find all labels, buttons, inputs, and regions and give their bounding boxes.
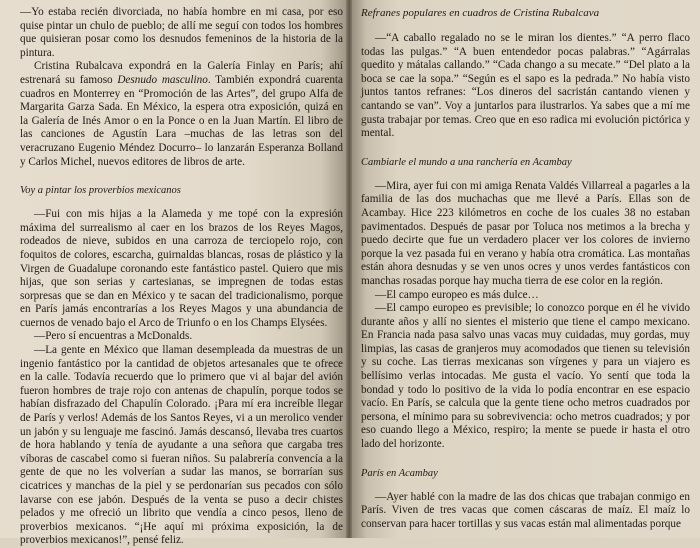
running-head: Refranes populares en cuadros de Cristina Rubalcava bbox=[361, 7, 600, 19]
paragraph: —Yo estaba recién divorciada, no había hombre en mi casa, por eso quise pintar un chulo de pueblo; de allí me seguí con todos los hombres que quisieran posar como los desnudos femeninos de la historia de la pintura. bbox=[20, 6, 343, 59]
section-title: Cambiarle el mundo a una ranchería en Acambay bbox=[361, 156, 572, 168]
paragraph: —Mira, ayer fui con mi amiga Renata Valdés Villarreal a pagarles a la familia de las dos muchachas que me llevé a París. Ellas son de Acambay. Hice 223 kilómetros en coche de los cuales 38 no estaban pavimentados. Después de pasar por Toluca nos metimos a la brecha y puedo decirte que fue un verdadero placer ver los colores de invierno porque la vez pasada fui en verano y había otra cromática. Las montañas están ahora desnudas y se ven unos ocres y unos verdes fantásticos con manchas rosadas porque hay mucha tierra de ese color en la región. bbox=[361, 179, 690, 287]
paragraph: —Pero sí encuentras a McDonalds. bbox=[34, 330, 193, 343]
section-title: Voy a pintar los proverbios mexicanos bbox=[20, 185, 181, 197]
section-title: París en Acambay bbox=[361, 467, 438, 479]
paragraph: —La gente en México que llaman desempleada da muestras de un ingenio fantástico por la cantidad de objetos artesanales que te ofrece en la calle. Todavía recuerdo que lo primero que vi al bajar del avión fueron hombres de traje rojo con antenas de chapulín, porque todos se habían disfrazado del Chapulín Colorado. ¡Para mí era increíble llegar de París y verlos! Además de los Santos Reyes, vi a un merolico vender un jabón y su lenguaje me fascinó. Jamás descansó, llevaba tres cuartos de hora hablando y tenía de ayudante a una señora que cargaba tres víboras de cascabel como si fueran niños. Su palabrería convencía a la gente de que no les volverían a sudar las manos, se borrarían sus cicatrices y manchas de la piel y se perdonarían sus pecados con sólo lavarse con ese jabón. Después de la venta se puso a decir chistes pelados y me ofreció un librito que vendía a cinco pesos, lleno de proverbios mexicanos. “¡He aquí mi próxima exposición, la de proverbios mexicanos!”, pensé feliz. bbox=[20, 344, 343, 547]
paragraph-text: Cristina Rubalcava expondrá en la Galería Finlay en París; ahí estrenará su famoso bbox=[20, 60, 343, 86]
left-page bbox=[0, 0, 349, 547]
paragraph: —El campo europeo es previsible; lo conozco porque en él he vivido durante años y allí no sientes el misterio que tiene el campo mexicano. En Francia nada pasa salvo unas vacas muy cuidadas, muy gordas, muy limpias, las casas de granjeros muy acomodados que tienen su televisión y su coche. Las tierras mexicanas son vírgenes y para un viajero es bellísimo verlas intocadas. Me gusta el vacío. Yo sentí que toda la bondad y todo lo positivo de la vida lo podía encontrar en ese espacio vacío. En París, se calcula que la gente tiene ocho metros cuadrados por persona, el mínimo para su sobrevivencia: ocho metros cuadrados; y por eso cuando llego a México, respiro; la mente se puede ir hasta el otro lado del horizonte. bbox=[361, 302, 690, 451]
paragraph: —“A caballo regalado no se le miran los dientes.” “A perro flaco todas las pulgas.” “A buen entendedor pocas palabras.” “Agárralas quedito y mátalas callando.” “Cada chango a su mecate.” “Del plato a la boca se cae la sopa.” “Según es el sapo es la pedrada.” No había visto juntos tantos refranes: “Los dineros del sacristán cantando vienen y cantando se van”. Voy a juntarlos para ilustrarlos. Ya sabes que a mí me gusta trabajar por temas. Creo que en eso radica mi evolución pictórica y mental. bbox=[361, 32, 690, 140]
paragraph-text: . También expondrá cuarenta cuadros en Monterrey en “Promoción de las Artes”, del grupo Alfa de Margarita Garza Sada. En México, la espera otra exposición, quizá en la Galería de Inés Amor o en la Ponce o en la Juan Martín. El libro de las canciones de Agustín Lara –muchas de las letras son del veracruzano Eugenio Méndez Docurro– lo lanzarán Esperanza Bolland y Carlos Michel, nuevos editores de libros de arte. bbox=[20, 73, 343, 168]
paragraph: —Fui con mis hijas a la Alameda y me topé con la expresión máxima del surrealismo al caer en los brazos de los Reyes Magos, rodeados de nieve, subidos en una carroza de terciopelo rojo, con foquitos de colores, escarcha, guirnaldas blancas, rosas de plástico y la Virgen de Guadalupe coronando este fantástico pastel. Quiero que mis hijas, que son serias y cartesianas, se impregnen de todas estas sorpresas que se dan en México y te sacan del tradicionalismo, porque en París jamás encontrarías a los Reyes Magos y una abundancia de cuernos de venado bajo el Arco de Triunfo o en los Champs Elysées. bbox=[20, 208, 343, 329]
paragraph: —Ayer hablé con la madre de las dos chicas que trabajan conmigo en París. Viven de tres vacas que comen cáscaras de maíz. El maíz lo conservan para hacer tortillas y sus vacas están mal alimentadas porque bbox=[361, 490, 690, 530]
artwork-title: Desnudo masculino bbox=[117, 73, 208, 86]
right-page bbox=[349, 0, 700, 538]
paragraph: —El campo europeo es más dulce… bbox=[375, 288, 539, 301]
book-gutter bbox=[346, 0, 352, 538]
paragraph bbox=[20, 60, 343, 169]
